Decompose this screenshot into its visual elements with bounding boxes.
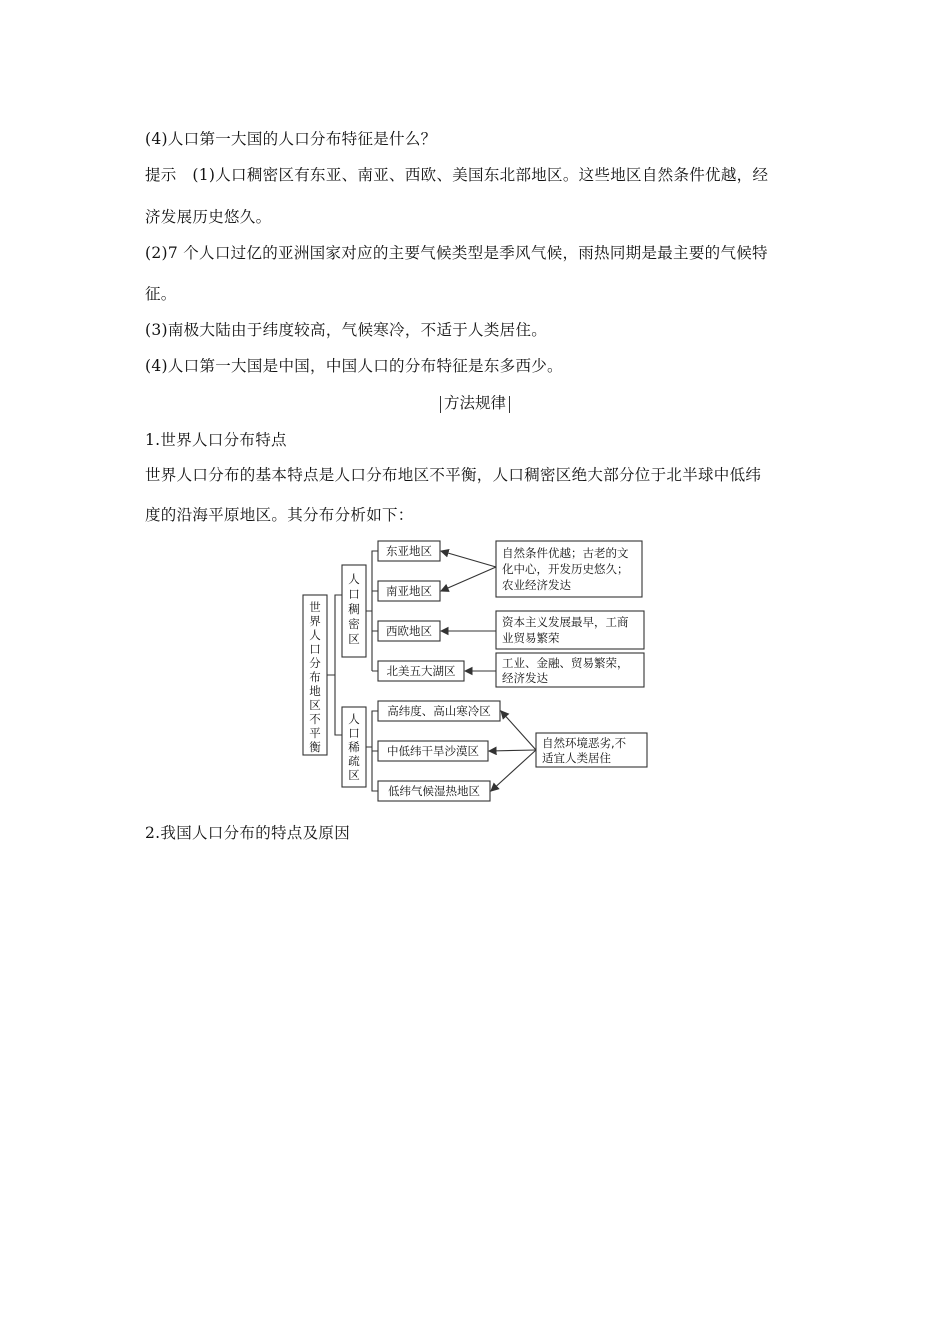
svg-text:地: 地 — [309, 684, 321, 698]
section-title — [0, 391, 950, 413]
point-2-heading: 2.我国人口分布的特点及原因 — [145, 824, 350, 842]
root-branch-connector — [327, 595, 342, 735]
region-humid: 低纬气候湿热地区 — [388, 784, 480, 798]
sparse-connector — [366, 711, 378, 791]
svg-text:稀: 稀 — [348, 740, 360, 754]
svg-text:适宜人类居住: 适宜人类居住 — [542, 751, 611, 765]
svg-text:区: 区 — [309, 698, 321, 712]
point-1-heading: 1.世界人口分布特点 — [145, 431, 287, 449]
svg-text:化中心，开发历史悠久；: 化中心，开发历史悠久； — [502, 562, 629, 576]
svg-text:布: 布 — [309, 670, 321, 684]
svg-text:疏: 疏 — [348, 754, 360, 768]
svg-text:稠: 稠 — [348, 602, 360, 616]
section-title-text: 方法规律 — [443, 394, 506, 412]
svg-text:人: 人 — [309, 628, 321, 642]
svg-text:工业、金融、贸易繁荣，: 工业、金融、贸易繁荣， — [502, 656, 629, 670]
svg-text:不: 不 — [309, 712, 321, 726]
point-1-text-line-2: 度的沿海平原地区。其分布分析如下： — [145, 506, 414, 524]
dense-label — [348, 572, 360, 646]
dense-connector — [366, 551, 378, 671]
svg-text:衡: 衡 — [309, 740, 321, 754]
sparse-label — [348, 712, 360, 782]
svg-text:区: 区 — [348, 632, 360, 646]
region-west-europe: 西欧地区 — [386, 624, 432, 638]
region-desert: 中低纬干旱沙漠区 — [387, 744, 479, 758]
svg-text:农业经济发达: 农业经济发达 — [502, 578, 571, 592]
svg-text:分: 分 — [309, 656, 321, 670]
svg-text:人: 人 — [348, 572, 360, 586]
svg-text:密: 密 — [348, 617, 360, 631]
svg-text:自然条件优越；古老的文: 自然条件优越；古老的文 — [502, 546, 629, 560]
answer-2-line-2: 征。 — [145, 285, 177, 303]
answer-3: (3)南极大陆由于纬度较高，气候寒冷，不适于人类居住。 — [145, 321, 548, 339]
svg-text:界: 界 — [309, 614, 321, 628]
region-east-asia: 东亚地区 — [386, 544, 432, 558]
svg-text:世: 世 — [309, 600, 321, 614]
point-1-text-line-1: 世界人口分布的基本特点是人口分布地区不平衡，人口稠密区绝大部分位于北半球中低纬 — [145, 466, 762, 484]
svg-text:经济发达: 经济发达 — [502, 671, 548, 685]
title-right-bar — [509, 396, 510, 413]
region-cold: 高纬度、高山寒冷区 — [387, 704, 491, 718]
svg-text:口: 口 — [348, 587, 360, 601]
svg-text:平: 平 — [309, 726, 321, 740]
title-left-bar — [440, 396, 441, 413]
svg-text:口: 口 — [348, 726, 360, 740]
world-population-distribution-diagram — [300, 535, 650, 805]
svg-text:人: 人 — [348, 712, 360, 726]
svg-text:口: 口 — [309, 642, 321, 656]
region-south-asia: 南亚地区 — [386, 584, 432, 598]
svg-text:业贸易繁荣: 业贸易繁荣 — [502, 631, 560, 645]
hint-line-2: 济发展历史悠久。 — [145, 208, 272, 226]
root-label — [309, 600, 321, 754]
question-4: (4)人口第一大国的人口分布特征是什么？ — [145, 130, 437, 148]
region-north-america: 北美五大湖区 — [386, 664, 456, 678]
svg-text:资本主义发展最早，工商: 资本主义发展最早，工商 — [502, 615, 629, 629]
svg-text:区: 区 — [348, 768, 360, 782]
answer-2-line-1: (2)7 个人口过亿的亚洲国家对应的主要气候类型是季风气候，雨热同期是最主要的气候特 — [145, 244, 768, 262]
answer-4: (4)人口第一大国是中国，中国人口的分布特征是东多西少。 — [145, 357, 563, 375]
hint-line-1: 提示 (1)人口稠密区有东亚、南亚、西欧、美国东北部地区。这些地区自然条件优越，经 — [145, 166, 769, 184]
svg-text:自然环境恶劣,不: 自然环境恶劣,不 — [542, 736, 627, 750]
